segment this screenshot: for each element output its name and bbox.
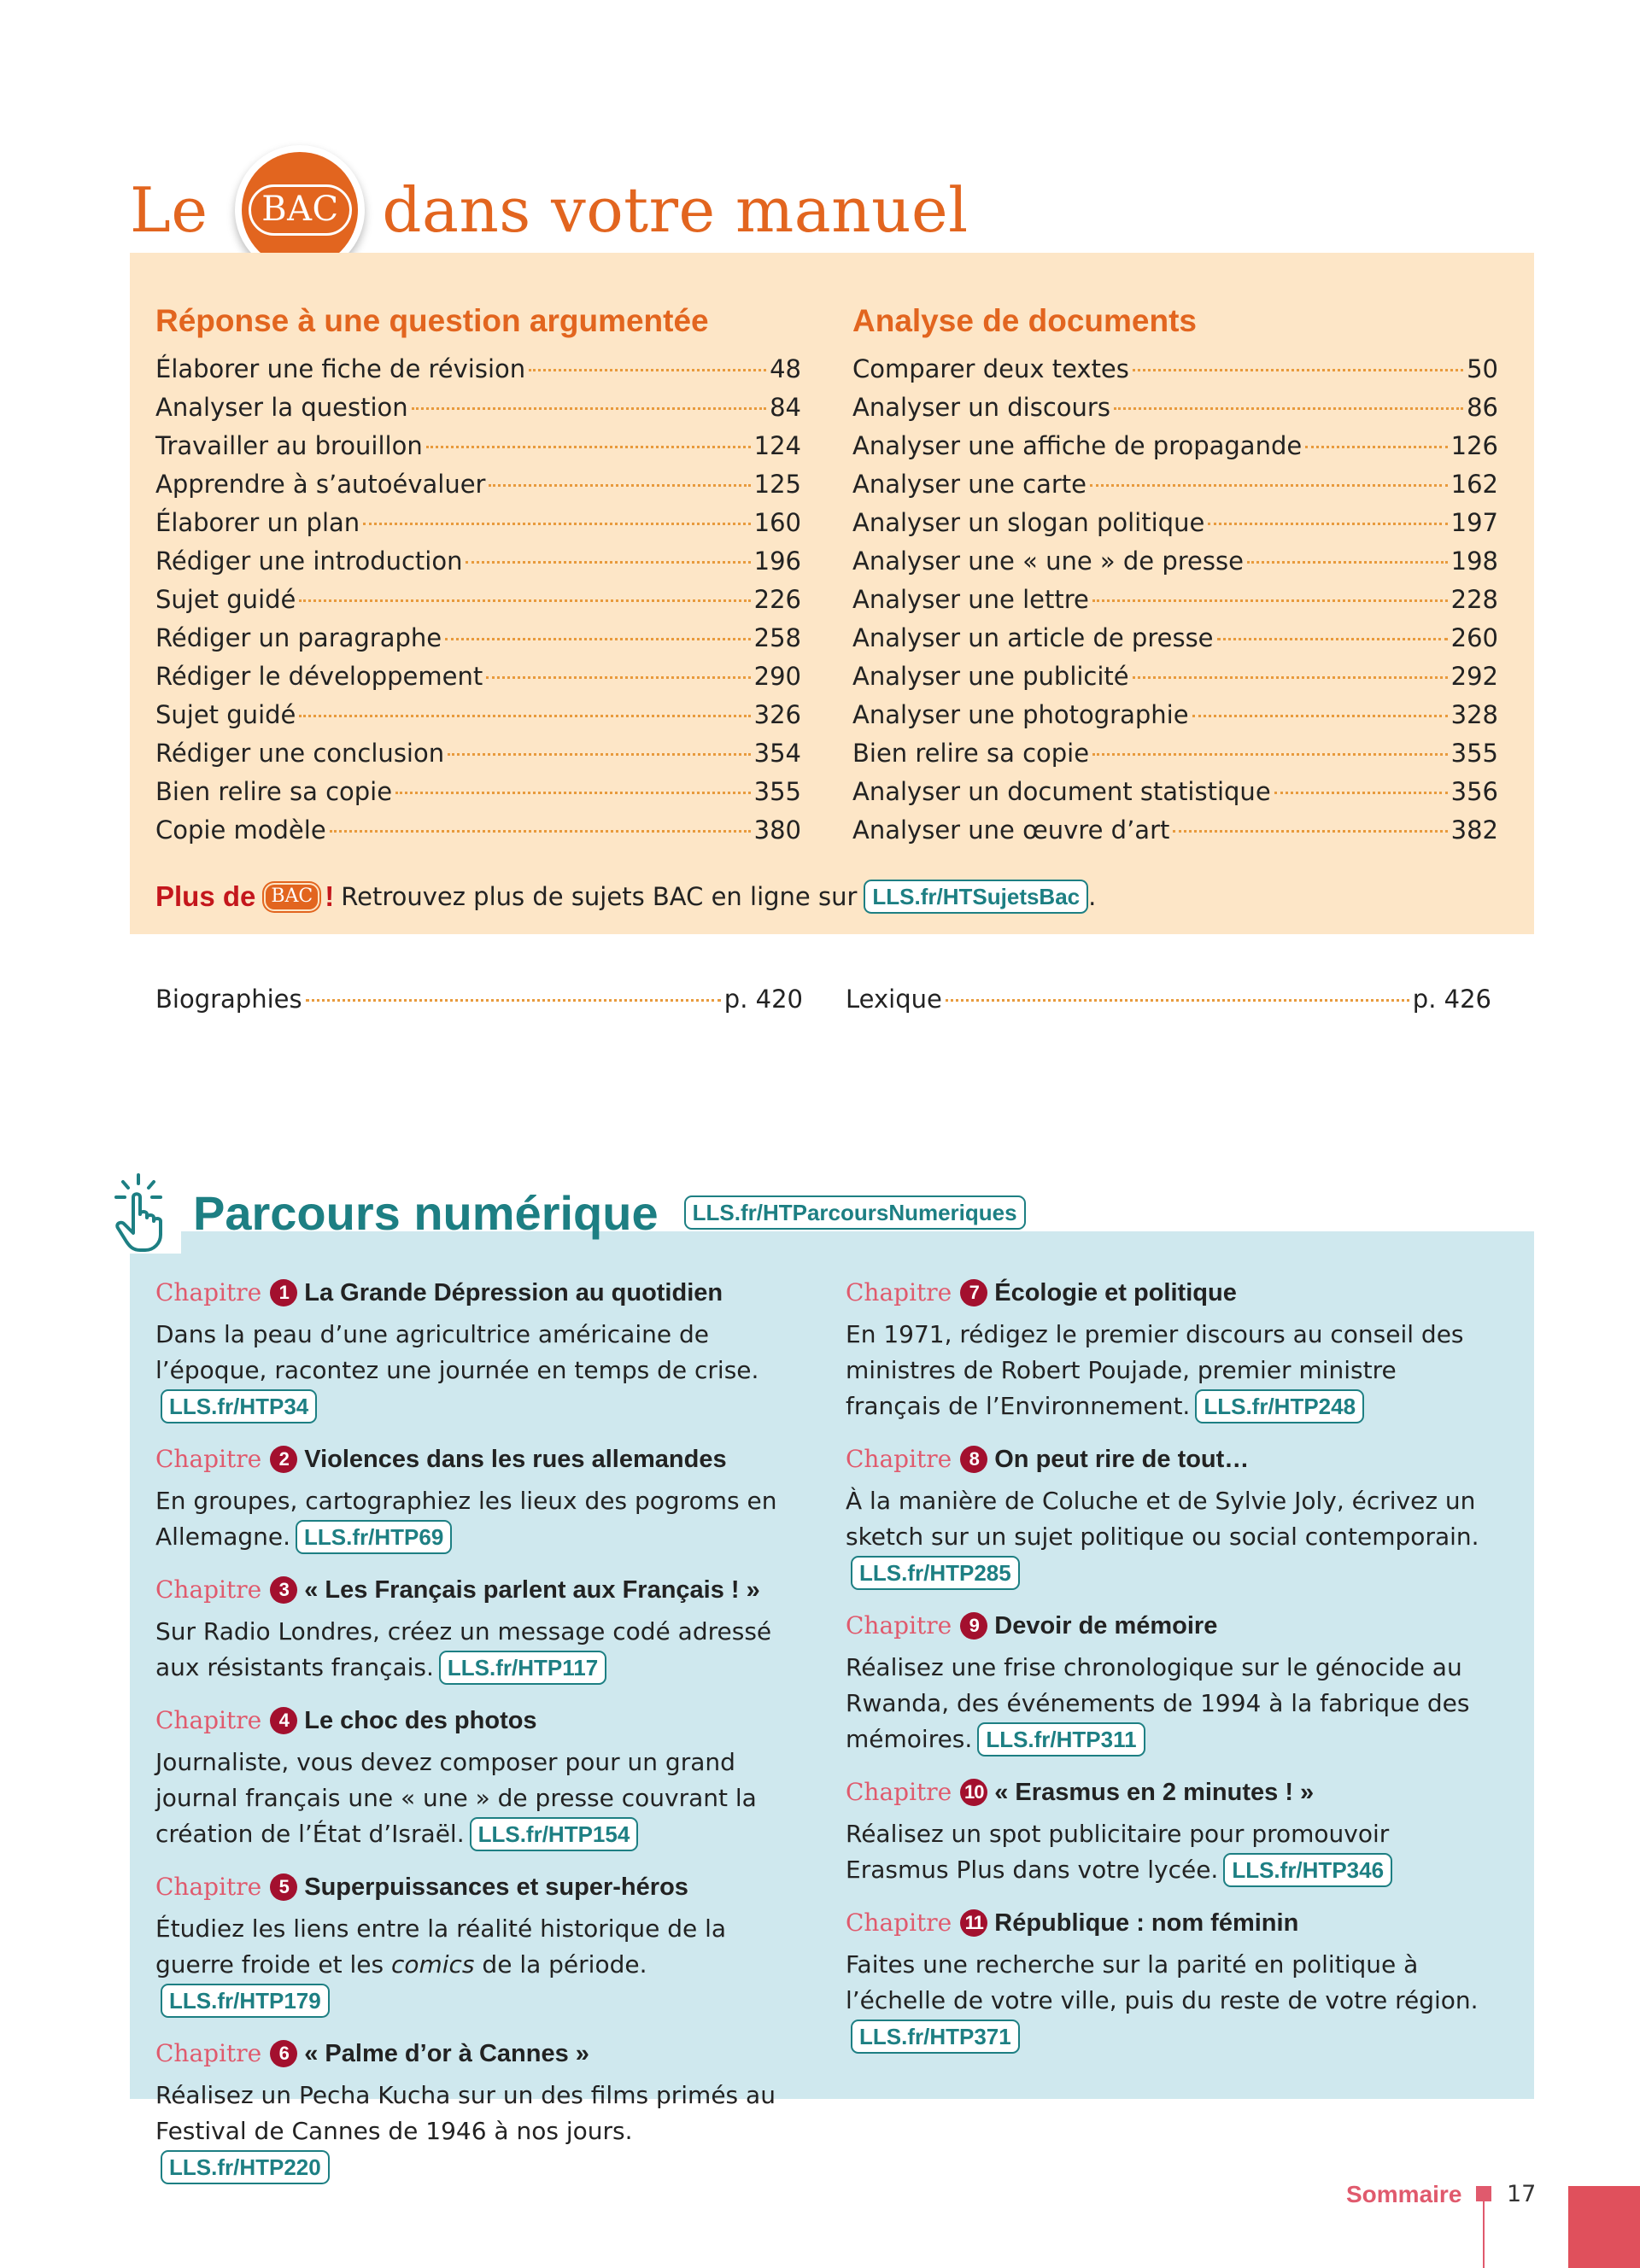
toc-row[interactable] [155,811,801,850]
chapter-number-badge: 3 [270,1576,297,1604]
footer-marker [1476,2186,1491,2201]
dot-leader [1092,599,1448,602]
dot-leader [299,599,750,602]
toc-page-number: 355 [753,777,801,806]
chapter-description [155,1911,796,2019]
chapter-header [846,1274,1486,1312]
chapter-word: Chapitre [846,1778,952,1806]
toc-label: Analyser une photographie [852,700,1189,729]
chapter-header [155,1702,796,1739]
toc-row[interactable] [852,658,1498,696]
dot-leader [1192,715,1448,717]
chapter-header [155,1274,796,1312]
chapter-title: Le choc des photos [304,1707,537,1734]
chapter-description [155,1483,796,1555]
chapter-header [846,1607,1486,1645]
chapter-item [155,1571,796,1686]
toc-row[interactable] [852,734,1498,773]
chapter-item [846,1441,1486,1591]
chapter-word: Chapitre [155,2039,262,2067]
bac-more-exclamation: ! [325,880,335,912]
parcours-panel [130,1231,1534,2180]
toc-label: Analyser un document statistique [852,777,1271,806]
toc-label: Analyser une publicité [852,662,1129,691]
chapter-title: République : nom féminin [994,1909,1299,1937]
chapter-description [846,1650,1486,1757]
toc-page-number: 196 [753,547,801,576]
extra-page: p. 426 [1412,985,1491,1014]
toc-page-number: 326 [753,700,801,729]
toc-row[interactable] [155,504,801,542]
toc-label: Rédiger une conclusion [155,739,445,768]
dot-leader [1133,676,1448,679]
chapter-description [846,1947,1486,2055]
chapter-word: Chapitre [846,1278,952,1306]
chapter-description [155,1614,796,1686]
bac-badge-label: BAC [249,184,351,236]
toc-row[interactable] [852,696,1498,734]
chapter-number-badge: 5 [270,1873,297,1901]
toc-label: Bien relire sa copie [852,739,1090,768]
toc-row[interactable] [155,773,801,811]
chapter-item [846,1774,1486,1888]
toc-label: Analyser une œuvre d’art [852,815,1170,845]
chapter-description-text: Étudiez les liens entre la réalité historique de la guerre froide et les comics de la période. [155,1914,727,1979]
dot-leader [1090,484,1448,487]
toc-page-number: 126 [1450,431,1498,460]
toc-label: Sujet guidé [155,585,296,614]
toc-label: Analyser un slogan politique [852,508,1205,537]
chapter-title: « Les Français parlent aux Français ! » [304,1576,760,1604]
bac-sujets-link[interactable]: LLS.fr/HTSujetsBac [864,880,1088,914]
dot-leader [1217,638,1448,640]
toc-row[interactable] [852,465,1498,504]
toc-page-number: 84 [770,393,801,422]
chapter-header [846,1774,1486,1811]
chapter-item [846,1904,1486,2055]
chapter-item [155,1868,796,2019]
toc-row[interactable] [155,696,801,734]
chapter-description-text: Dans la peau d’une agricultrice américaine de l’époque, racontez une journée en temps de crise. [155,1320,759,1384]
chapter-title: Écologie et politique [994,1279,1237,1306]
bac-panel [130,253,1534,934]
parcours-title: Parcours numérique [193,1185,659,1240]
bac-left-list [155,350,801,850]
toc-label: Analyser une « une » de presse [852,547,1244,576]
bac-more-prefix: Plus de [155,880,256,912]
toc-page-number: 86 [1467,393,1498,422]
toc-row[interactable] [852,773,1498,811]
footer-sommaire-link[interactable]: Sommaire [1346,2181,1462,2207]
page-number: 17 [1507,2181,1537,2207]
toc-label: Analyser une lettre [852,585,1089,614]
chapter-number-badge: 6 [270,2040,297,2067]
bac-title-after: dans votre manuel [382,174,969,246]
chapter-title: « Palme d’or à Cannes » [304,2040,589,2067]
bac-left-heading: Réponse à une question argumentée [155,303,709,338]
toc-label: Rédiger le développement [155,662,483,691]
chapter-description [155,1745,796,1852]
dot-leader [1208,523,1447,525]
toc-page-number: 125 [753,470,801,499]
dot-leader [395,792,751,794]
toc-label: Copie modèle [155,815,326,845]
chapter-item [155,1702,796,1852]
toc-page-number: 124 [753,431,801,460]
toc-row[interactable] [155,542,801,581]
chapter-description [846,1816,1486,1888]
toc-page-number: 197 [1450,508,1498,537]
chapter-link[interactable]: LLS.fr/HTP69 [296,1520,452,1554]
toc-label: Rédiger une introduction [155,547,463,576]
dot-leader [1173,830,1447,833]
toc-label: Analyser un article de presse [852,623,1214,652]
dot-leader [426,446,751,448]
toc-row[interactable] [852,542,1498,581]
chapter-number-badge: 8 [960,1446,987,1473]
toc-page-number: 380 [753,815,801,845]
toc-page-number: 292 [1450,662,1498,691]
dot-leader [1114,407,1463,410]
extra-label: Biographies [155,985,302,1014]
chapter-number-badge: 11 [960,1909,987,1937]
dot-leader [486,676,750,679]
toc-page-number: 226 [753,585,801,614]
bac-right-list [852,350,1498,850]
toc-page-number: 228 [1450,585,1498,614]
bac-more-end: . [1088,882,1097,911]
chapter-word: Chapitre [846,1909,952,1937]
toc-row[interactable] [155,658,801,696]
chapter-link[interactable]: LLS.fr/HTP371 [851,2020,1020,2054]
toc-label: Analyser une carte [852,470,1086,499]
chapter-item [155,2035,796,2185]
toc-page-number: 290 [753,662,801,691]
toc-row[interactable] [155,427,801,465]
toc-page-number: 198 [1450,547,1498,576]
chapter-header [155,1571,796,1609]
toc-label: Travailler au brouillon [155,431,423,460]
chapter-link[interactable]: LLS.fr/HTP311 [977,1722,1145,1757]
toc-page-number: 328 [1450,700,1498,729]
chapter-description-text: En groupes, cartographiez les lieux des pogroms en Allemagne. [155,1487,777,1551]
chapter-link[interactable]: LLS.fr/HTP346 [1223,1853,1392,1887]
dot-leader [1274,792,1448,794]
toc-label: Sujet guidé [155,700,296,729]
chapter-description-text: Réalisez un Pecha Kucha sur un des films primés au Festival de Cannes de 1946 à nos jours. [155,2081,776,2145]
toc-row[interactable] [852,350,1498,389]
dot-leader [1133,369,1463,371]
toc-page-number: 258 [753,623,801,652]
chapter-title: Devoir de mémoire [994,1612,1218,1640]
toc-row[interactable] [155,581,801,619]
chapter-description-text: À la manière de Coluche et de Sylvie Joly, écrivez un sketch sur un sujet politique ou social contemporain. [846,1487,1479,1551]
chapter-title: Superpuissances et super-héros [304,1873,688,1901]
extra-row-lexique[interactable] [846,980,1491,1018]
chapter-word: Chapitre [155,1706,262,1734]
chapter-word: Chapitre [155,1278,262,1306]
chapter-header [846,1904,1486,1942]
chapter-number-badge: 2 [270,1446,297,1473]
toc-label: Analyser une affiche de propagande [852,431,1303,460]
chapter-header [155,1868,796,1906]
toc-label: Élaborer une fiche de révision [155,354,526,383]
chapter-number-badge: 1 [270,1279,297,1306]
chapter-link[interactable]: LLS.fr/HTP179 [161,1984,330,2018]
toc-label: Analyser la question [155,393,408,422]
bac-mini-badge-icon: BAC [266,885,318,909]
dot-leader [448,753,751,756]
toc-row[interactable] [155,734,801,773]
parcours-left-column [155,1274,796,2201]
chapter-number-badge: 10 [960,1779,987,1806]
chapter-link[interactable]: LLS.fr/HTP154 [470,1817,639,1851]
dot-leader [445,638,751,640]
chapter-description [846,1317,1486,1424]
chapter-title: « Erasmus en 2 minutes ! » [994,1779,1315,1806]
chapter-description-text: Réalisez un spot publicitaire pour promouvoir Erasmus Plus dans votre lycée. [846,1820,1390,1884]
dot-leader [489,484,750,487]
chapter-description [155,1317,796,1424]
toc-page-number: 355 [1450,739,1498,768]
bac-title-before: Le [130,174,208,246]
dot-leader [466,561,750,564]
toc-label: Bien relire sa copie [155,777,393,806]
chapter-link[interactable]: LLS.fr/HTP285 [851,1556,1020,1590]
dot-leader [1092,753,1448,756]
dot-leader [1305,446,1447,448]
dot-leader [330,830,751,833]
toc-row[interactable] [155,465,801,504]
chapter-number-badge: 7 [960,1279,987,1306]
chapter-word: Chapitre [155,1445,262,1473]
toc-page-number: 354 [753,739,801,768]
toc-page-number: 160 [753,508,801,537]
chapter-link[interactable]: LLS.fr/HTP220 [161,2150,330,2184]
chapter-link[interactable]: LLS.fr/HTP117 [439,1651,606,1685]
dot-leader [1247,561,1448,564]
chapter-word: Chapitre [846,1611,952,1640]
chapter-link[interactable]: LLS.fr/HTP34 [161,1389,317,1423]
dot-leader [306,999,721,1002]
toc-row[interactable] [155,619,801,658]
toc-row[interactable] [852,389,1498,427]
chapter-word: Chapitre [846,1445,952,1473]
footer-color-tab [1568,2186,1640,2268]
toc-label: Analyser un discours [852,393,1110,422]
chapter-word: Chapitre [155,1873,262,1901]
pointing-hand-icon [104,1172,181,1254]
dot-leader [946,999,1409,1002]
toc-row[interactable] [852,427,1498,465]
chapter-description-text: En 1971, rédigez le premier discours au conseil des ministres de Robert Poujade, premier ministre français de l’Environnement. [846,1320,1464,1420]
dot-leader [412,407,766,410]
chapter-number-badge: 4 [270,1707,297,1734]
footer-divider [1483,2201,1485,2268]
chapter-item [846,1274,1486,1424]
bac-left-column [155,297,801,850]
toc-page-number: 382 [1450,815,1498,845]
chapter-description-text: Sur Radio Londres, créez un message codé adressé aux résistants français. [155,1617,772,1681]
toc-label: Apprendre à s’autoévaluer [155,470,486,499]
toc-page-number: 162 [1450,470,1498,499]
dot-leader [299,715,750,717]
chapter-title: La Grande Dépression au quotidien [304,1279,723,1306]
bac-section-title [130,150,969,270]
extra-row-biographies[interactable] [155,980,803,1018]
parcours-right-column [846,1274,1486,2071]
dot-leader [363,523,750,525]
chapter-description [846,1483,1486,1591]
toc-page-number: 50 [1467,354,1498,383]
chapter-link[interactable]: LLS.fr/HTP248 [1195,1389,1364,1423]
chapter-title: On peut rire de tout… [994,1446,1250,1473]
bac-more-text: Retrouvez plus de sujets BAC en ligne sur [341,882,858,911]
chapter-word: Chapitre [155,1575,262,1604]
chapter-description-text: Journaliste, vous devez composer pour un grand journal français une « une » de presse couvrant la création de l’État d’Israël. [155,1748,757,1848]
bac-more-line [155,878,1096,915]
toc-row[interactable] [155,389,801,427]
chapter-item [846,1607,1486,1757]
bac-right-column [852,297,1498,850]
extra-page: p. 420 [723,985,803,1014]
chapter-item [155,1441,796,1555]
parcours-link[interactable]: LLS.fr/HTParcoursNumeriques [684,1195,1026,1230]
toc-row[interactable] [852,811,1498,850]
chapter-item [155,1274,796,1424]
chapter-description-text: Faites une recherche sur la parité en politique à l’échelle de votre ville, puis du reste de votre région. [846,1950,1479,2014]
extra-label: Lexique [846,985,942,1014]
toc-page-number: 260 [1450,623,1498,652]
chapter-description [155,2078,796,2185]
chapter-description-text: Réalisez une frise chronologique sur le génocide au Rwanda, des événements de 1994 à la fabrique des mémoires. [846,1653,1470,1753]
toc-label: Élaborer un plan [155,508,360,537]
parcours-header [104,1170,1026,1255]
bac-right-heading: Analyse de documents [852,303,1198,338]
toc-row[interactable] [155,350,801,389]
chapter-title: Violences dans les rues allemandes [304,1446,727,1473]
toc-page-number: 356 [1450,777,1498,806]
toc-row[interactable] [852,504,1498,542]
toc-label: Comparer deux textes [852,354,1129,383]
chapter-header [155,1441,796,1478]
toc-page-number: 48 [770,354,801,383]
chapter-header [846,1441,1486,1478]
toc-label: Rédiger un paragraphe [155,623,442,652]
toc-row[interactable] [852,619,1498,658]
dot-leader [529,369,766,371]
toc-row[interactable] [852,581,1498,619]
chapter-number-badge: 9 [960,1612,987,1640]
chapter-header [155,2035,796,2072]
